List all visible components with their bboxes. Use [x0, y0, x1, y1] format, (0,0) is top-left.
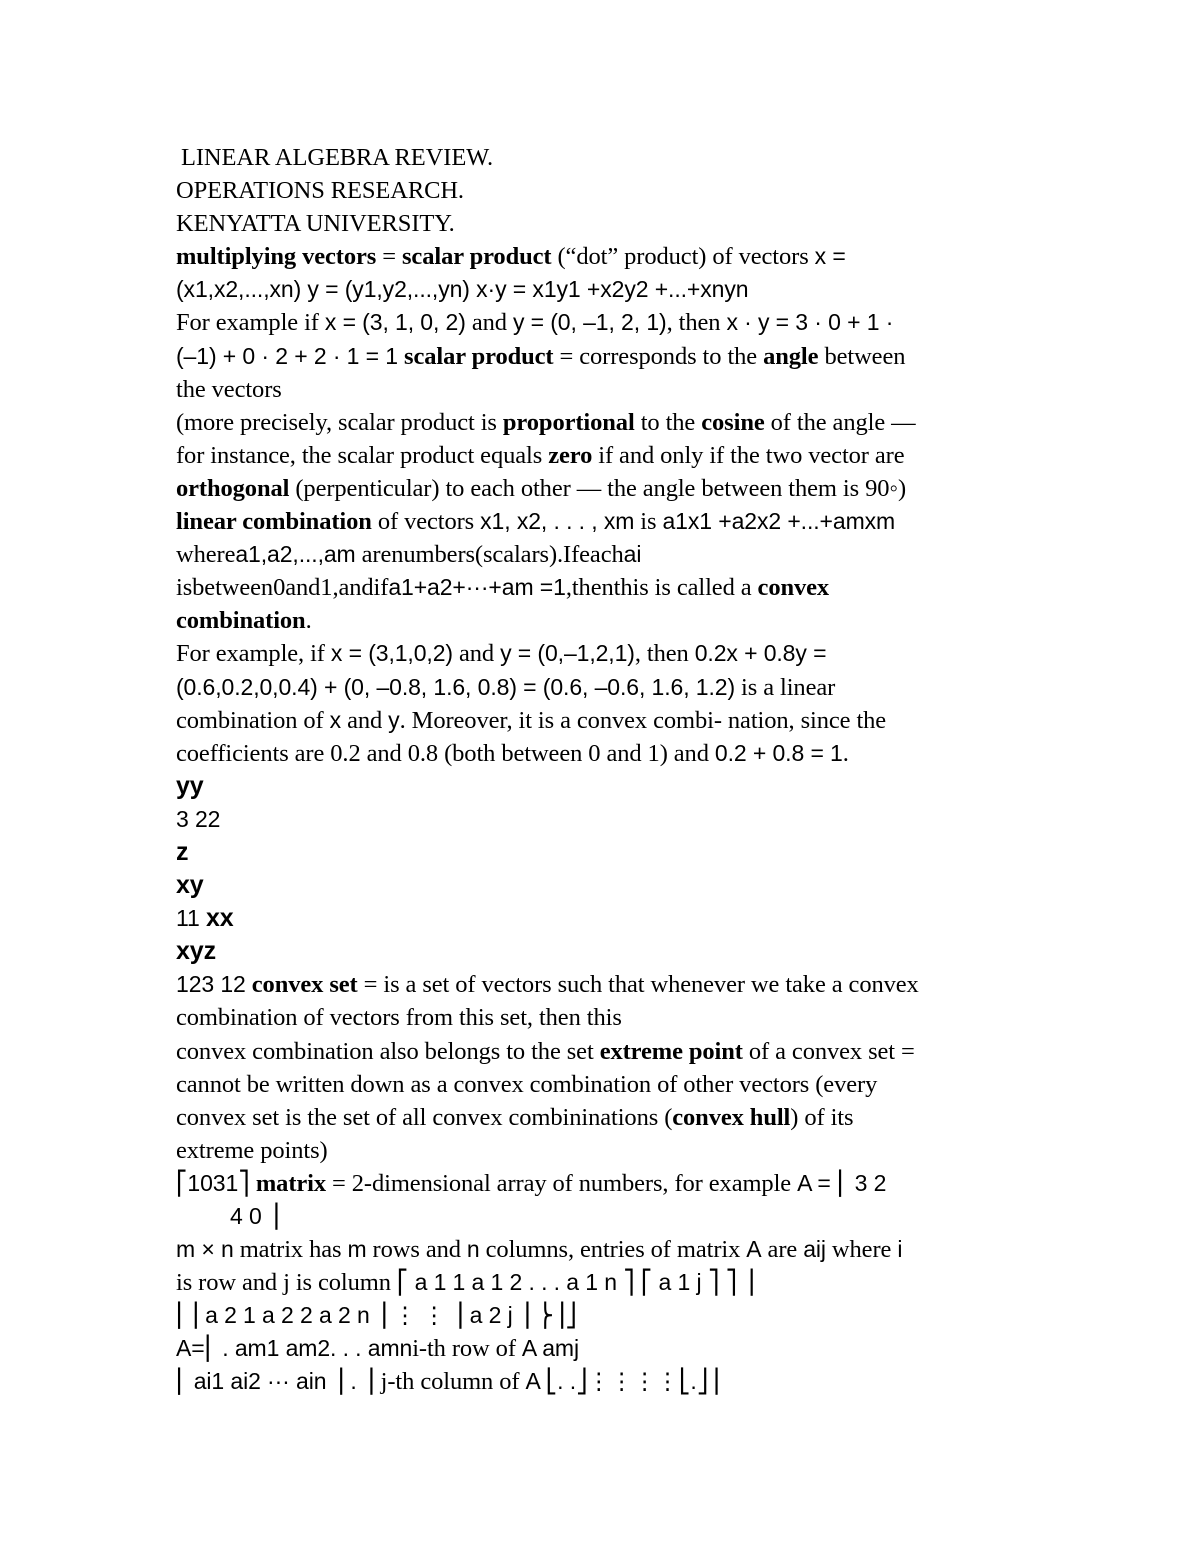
- math-a: A: [521, 1335, 536, 1362]
- math-m: m: [347, 1236, 367, 1263]
- text: = 2-dimensional array of numbers, for example: [326, 1169, 798, 1197]
- convex-set-line-2: combination of vectors from this set, then this: [176, 1004, 622, 1032]
- term-extreme-point: extreme point: [599, 1037, 743, 1065]
- matrix-row: ⎡ a 1 1 a 1 2 . . . a 1 n ⎤ ⎡ a 1 j ⎤ ⎤ ⎥: [396, 1269, 755, 1296]
- math-expression: a1x1 +a2x2 +...+amxm: [662, 508, 896, 535]
- math-a: A: [746, 1236, 762, 1263]
- matrix-line-3: [176, 1233, 1036, 1266]
- text: (perpenticular) to each other — the angle between them is 90◦): [289, 474, 907, 502]
- text: is a linear: [735, 673, 836, 701]
- example2-line-1: [176, 637, 1036, 670]
- math-scalars: a1,a2,...,am: [235, 541, 356, 568]
- text: and: [465, 309, 513, 337]
- term-convex: convex: [757, 574, 830, 602]
- fragment-4: xy: [176, 871, 204, 900]
- math-sum: 0.2 + 0.8 = 1: [714, 739, 843, 766]
- example2-line-3: [176, 704, 1036, 737]
- text: coefficients are 0.2 and 0.8 (both between 0 and 1) and: [176, 739, 715, 767]
- fragment-num: 11: [176, 905, 206, 932]
- dot-product-example-line-3: the vectors: [176, 375, 282, 403]
- fragment-3: z: [176, 837, 189, 866]
- example2-line-2: [176, 671, 1036, 704]
- text: is row and j is column: [176, 1269, 397, 1297]
- fragment-6: xyz: [176, 937, 217, 966]
- math-x: x: [329, 706, 342, 733]
- math-calc: 0.2x + 0.8y =: [694, 640, 827, 667]
- text: for instance, the scalar product equals: [176, 441, 549, 469]
- text: i-th row of: [412, 1335, 522, 1363]
- convex-set-line-5: [176, 1101, 1036, 1134]
- math-y-vector: y = (0, –1, 2, 1): [512, 309, 667, 336]
- text: . Moreover, it is a convex combi- nation, since the: [399, 706, 887, 734]
- fragment-5: [176, 902, 1036, 935]
- matrix-row: A ⎣. .⎦⋮⋮⋮⋮⎣.⎦⎥: [525, 1368, 720, 1395]
- text: where: [176, 541, 236, 569]
- dot-product-line-1: [176, 240, 1036, 273]
- linear-combination-line-2: [176, 538, 1036, 571]
- text: and: [341, 706, 389, 734]
- math-calc: (–1) + 0 · 2 + 2 · 1 = 1: [176, 342, 398, 369]
- term-convex-set: convex set: [251, 971, 358, 999]
- title-line-1: LINEAR ALGEBRA REVIEW.: [181, 144, 493, 171]
- text: between: [818, 342, 906, 370]
- linear-combination-line-1: [176, 505, 1036, 538]
- fragment-1: yy: [176, 771, 204, 800]
- math-sum: a1+a2+···+am =1: [388, 574, 566, 601]
- term-proportional: proportional: [502, 408, 635, 436]
- title-line-2: OPERATIONS RESEARCH.: [176, 177, 464, 205]
- math-vectors: x1, x2, . . . , xm: [480, 508, 635, 535]
- math-y-vector: y = (0,–1,2,1): [500, 640, 635, 667]
- text: =: [376, 243, 402, 271]
- linear-combination-line-4: [176, 604, 1036, 637]
- text: ) of its: [790, 1103, 854, 1131]
- text: of a convex set =: [742, 1037, 915, 1065]
- text: and: [452, 640, 501, 668]
- text: convex set is the set of all convex combininations (: [176, 1103, 673, 1131]
- linear-combination-line-3: [176, 571, 1036, 604]
- math-ai: ai: [623, 541, 642, 568]
- text: For example if: [176, 309, 325, 337]
- text: convex combination also belongs to the set: [176, 1037, 600, 1065]
- fragment-7: 123 12: [176, 971, 246, 998]
- text: (“dot” product) of vectors: [551, 243, 815, 271]
- math-y: y: [388, 706, 400, 733]
- term-multiplying-vectors: multiplying vectors: [176, 243, 377, 271]
- text: j-th column of: [380, 1368, 526, 1396]
- text: isbetween0and1,andif: [176, 574, 389, 602]
- convex-set-line-6: extreme points): [176, 1136, 328, 1164]
- term-matrix: matrix: [255, 1169, 327, 1197]
- text: For example, if: [176, 640, 331, 668]
- text: of vectors: [371, 508, 481, 536]
- math-x-vector: x = (3, 1, 0, 2): [324, 309, 466, 336]
- matrix-bracket: ⎡1031⎤: [176, 1169, 256, 1196]
- term-angle: angle: [763, 342, 819, 370]
- math-i: i: [897, 1236, 903, 1263]
- math-x-eq: x =: [814, 243, 846, 270]
- text: arenumbers(scalars).Ifeach: [355, 541, 624, 569]
- matrix-line-5: ⎢⎥ a 2 1 a 2 2 a 2 n ⎥ ⋮ ⋮ ⎥ a 2 j ⎥ ⎬⎥⎦: [176, 1302, 577, 1329]
- fragment-xx: xx: [205, 904, 234, 933]
- term-linear-combination: linear combination: [176, 508, 372, 536]
- fragment-2: 3 22: [176, 805, 221, 832]
- math-mxn: m × n: [176, 1236, 234, 1263]
- term-scalar-product: scalar product: [404, 342, 554, 370]
- precise-line-1: [176, 406, 1036, 439]
- matrix-line-6: [176, 1332, 1036, 1365]
- text: is called a: [648, 574, 758, 602]
- text: .: [842, 739, 849, 767]
- text: , then: [666, 309, 727, 337]
- example2-line-4: [176, 737, 1036, 770]
- precise-line-2: [176, 439, 1036, 472]
- term-scalar-product: scalar product: [402, 243, 552, 271]
- dot-product-formula: (x1,x2,...,xn) y = (y1,y2,...,yn) x·y = x1y1 +x2y2 +...+xnyn: [176, 276, 749, 303]
- matrix-line-2: 4 0 ⎥: [230, 1203, 280, 1229]
- dot-product-example-line-2: [176, 340, 1036, 373]
- term-combination: combination: [176, 607, 306, 635]
- text: combination of: [176, 706, 330, 734]
- document-body: [176, 141, 1036, 1399]
- text: matrix has: [233, 1236, 348, 1264]
- text: ,thenthis: [565, 574, 649, 602]
- math-aij: aij: [803, 1236, 826, 1263]
- text: if and only if the two vector are: [592, 441, 905, 469]
- math-calc: (0.6,0.2,0,0.4) + (0, –0.8, 1.6, 0.8) = (0.6, –0.6, 1.6, 1.2): [176, 673, 736, 700]
- text: are: [761, 1236, 804, 1264]
- convex-set-line-1: [176, 968, 1036, 1001]
- matrix-line-7: [176, 1365, 1036, 1398]
- term-cosine: cosine: [701, 408, 765, 436]
- term-convex-hull: convex hull: [672, 1103, 791, 1131]
- math-n: n: [466, 1236, 480, 1263]
- matrix-row: ⎢ ai1 ai2 ··· ain ⎥ . ⎥: [176, 1368, 381, 1395]
- dot-product-example-line-1: [176, 306, 1036, 339]
- math-matrix-a: A = ⎢ 3 2: [797, 1169, 887, 1196]
- text: rows and: [366, 1236, 467, 1264]
- term-orthogonal: orthogonal: [176, 474, 290, 502]
- matrix-line-4: [176, 1266, 1036, 1299]
- matrix-line-1: [176, 1167, 1036, 1200]
- matrix-row: A=⎢ . am1 am2. . . amn: [176, 1335, 413, 1362]
- text: .: [305, 607, 312, 635]
- term-zero: zero: [548, 441, 593, 469]
- convex-set-line-4: cannot be written down as a convex combination of other vectors (every: [176, 1070, 878, 1098]
- title-line-3: KENYATTA UNIVERSITY.: [176, 210, 455, 238]
- math-calc: x · y = 3 · 0 + 1 ·: [726, 309, 894, 336]
- text: (more precisely, scalar product is: [176, 408, 503, 436]
- math-x-vector: x = (3,1,0,2): [330, 640, 453, 667]
- text: = is a set of vectors such that whenever we take a convex: [357, 971, 919, 999]
- text: , then: [634, 640, 695, 668]
- text: where: [825, 1236, 898, 1264]
- text: of the angle —: [764, 408, 916, 436]
- text: = corresponds to the: [553, 342, 764, 370]
- precise-line-3: [176, 472, 1036, 505]
- convex-set-line-3: [176, 1035, 1036, 1068]
- text: is: [634, 508, 663, 536]
- text: to the: [634, 408, 702, 436]
- text: columns, entries of matrix: [479, 1236, 747, 1264]
- matrix-row: amj: [535, 1335, 579, 1362]
